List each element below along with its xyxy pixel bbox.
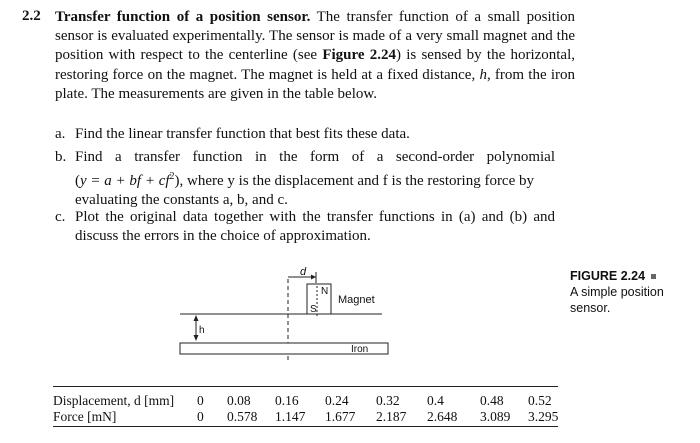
table-row (53, 409, 558, 425)
h-arrow-down (194, 335, 199, 341)
problem-text-1: The transfer function of a small position sensor is evaluated experimentally. The sensor is made of a very small magnet and the position with respect to the centerline (see (55, 9, 575, 64)
problem-text-3: , from the iron plate. The measurements are given in the table below. (55, 66, 575, 102)
polynomial-equation: y = a + bf + cf (80, 173, 170, 190)
d-arrowhead (311, 275, 316, 280)
table-cell: 1.147 (275, 409, 306, 424)
label-h: h (199, 325, 205, 336)
part-b-line1: Find a transfer function in the form of a second-order polynomial (75, 149, 555, 165)
part-a-text: Find the linear transfer function that best fits these data. (75, 126, 410, 142)
table-bottom-rule (53, 426, 558, 427)
table-cell: 0.4 (427, 393, 444, 408)
h-arrow-up (194, 315, 199, 321)
eq-superscript: 2 (169, 171, 175, 183)
row-label-displacement: Displacement, d [mm] (53, 393, 175, 408)
part-b-line2-rest: , where y is the displacement and f is the restoring force by (179, 173, 535, 190)
measurement-table (53, 393, 558, 425)
part-b-line3: evaluating the constants a, b, and c. (75, 192, 288, 209)
eq-open: ( (75, 173, 80, 190)
table-cell: 0.578 (227, 409, 258, 424)
table-cell: 0.16 (275, 393, 299, 408)
figure-caption (570, 268, 664, 316)
table-cell: 0.48 (480, 393, 504, 408)
table-cell: 2.187 (376, 409, 407, 424)
table-cell: 0.24 (325, 393, 349, 408)
caption-line1: A simple position (570, 285, 664, 299)
label-n: N (321, 286, 329, 297)
part-c-line2: discuss the errors in the choice of approximation. (75, 228, 371, 245)
bullet-square-icon (651, 274, 656, 279)
table-cell: 0.52 (528, 393, 552, 408)
table-cell: 2.648 (427, 409, 458, 424)
label-d: d (300, 266, 307, 278)
row-label-force: Force [mN] (53, 409, 117, 424)
table-cell: 0 (197, 409, 204, 424)
table-cell: 0 (197, 393, 204, 408)
caption-title: FIGURE 2.24 (570, 269, 646, 283)
table-cell: 0.08 (227, 393, 251, 408)
table-cell: 1.677 (325, 409, 356, 424)
table-cell: 3.089 (480, 409, 511, 424)
label-iron: Iron (351, 344, 369, 355)
table-row (53, 393, 558, 409)
label-magnet: Magnet (338, 294, 375, 306)
table-cell: 0.32 (376, 393, 400, 408)
problem-number: 2.2 (22, 8, 41, 24)
figure-reference: Figure 2.24 (322, 47, 397, 64)
part-a-label: a. (55, 126, 66, 142)
table-cell: 3.295 (528, 409, 559, 424)
part-c-line1: Plot the original data together with the transfer functions in (a) and (b) and (75, 209, 555, 225)
problem-title: Transfer function of a position sensor. (55, 9, 311, 25)
caption-line2: sensor. (570, 301, 611, 315)
label-s: S (310, 304, 317, 315)
variable-h: h (479, 66, 487, 83)
table-top-rule (53, 386, 558, 387)
part-c-label: c. (55, 209, 66, 225)
part-b-label: b. (55, 149, 67, 165)
eq-close: ) (174, 173, 180, 190)
problem-text-2: ) is sensed by the horizontal, restoring force on the magnet. The magnet is held at a fixed distance, (55, 47, 576, 83)
